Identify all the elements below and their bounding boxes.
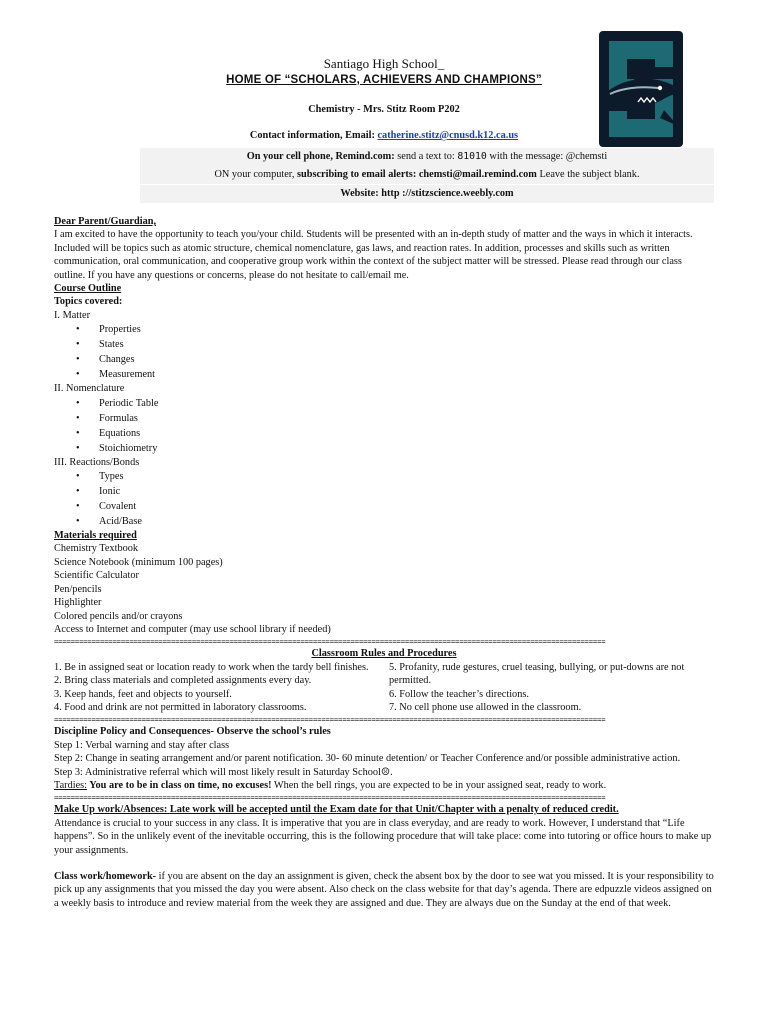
rule-item: 5. Profanity, rude gestures, cruel teasing, bullying, or put-downs are not permitted. <box>389 661 685 687</box>
rules-title: Classroom Rules and Procedures <box>311 648 457 660</box>
list-item: • Changes <box>76 354 135 366</box>
tardies-label: Tardies: <box>54 779 88 791</box>
list-item: • Properties <box>76 324 141 336</box>
makeup-title-b: Late work will be accepted until the Exam date for that Unit/Chapter with a penalty of reduced credit. <box>169 804 619 816</box>
material-item: Access to Internet and computer (may use school library if needed) <box>54 623 331 635</box>
makeup-title <box>54 803 714 816</box>
list-item: • Stoichiometry <box>76 442 158 454</box>
bullet-icon: • <box>76 501 80 513</box>
bullet-icon: • <box>76 369 80 381</box>
classwork-paragraph <box>54 870 714 910</box>
intro-paragraph: I am excited to have the opportunity to teach you/your child. Students will be presented with an in-depth study of matter and the ways in which it interacts. Included will be topics such as atomic structure, chemical nomenclature, gas laws, and reaction rates. In addition, processes and skills such as written communication, oral communication, and cooperative group work within the context of the subject matter will be stressed. Please read through our class outline. If you have any questions or concerns, please do not hesitate to call/email me. <box>54 229 693 281</box>
divider: ==================================================================================================================================== <box>54 637 606 647</box>
school-motto: HOME OF “SCHOLARS, ACHIEVERS AND CHAMPIONS” <box>226 74 542 86</box>
material-item: Science Notebook (minimum 100 pages) <box>54 556 223 568</box>
rules-left <box>54 661 379 715</box>
cell-label: On your cell phone, Remind.com: <box>246 151 395 162</box>
cell-text-a: send a text to: <box>394 151 458 162</box>
bullet-icon: • <box>76 486 80 498</box>
website-line: Website: http ://stitzscience.weebly.com <box>140 185 714 203</box>
contact-email-link[interactable]: catherine.stitz@cnusd.k12.ca.us <box>377 130 519 141</box>
discipline-title: Discipline Policy and Consequences- Observe the school’s rules <box>54 726 331 738</box>
bullet-icon: • <box>76 516 80 528</box>
spacer <box>54 857 714 870</box>
list-item: • Periodic Table <box>76 397 159 409</box>
list-item: • Equations <box>76 427 141 439</box>
material-item: Highlighter <box>54 597 102 609</box>
list-item: • Measurement <box>76 369 156 381</box>
rules-right <box>379 661 714 715</box>
remind-email: chemsti@mail.remind.com <box>416 169 537 180</box>
computer-text-b: Leave the subject blank. <box>536 169 640 180</box>
rule-item: 1. Be in assigned seat or location ready to work when the tardy bell finishes. <box>54 661 369 673</box>
divider: ==================================================================================================================================== <box>54 715 606 725</box>
section-heading: I. Matter <box>54 309 91 321</box>
contact-label: Contact information, Email: <box>249 130 378 141</box>
tardies-line <box>54 779 714 792</box>
list-item: • Formulas <box>76 412 138 424</box>
rule-item: 3. Keep hands, feet and objects to yourself. <box>54 688 232 700</box>
discipline-step: Step 2: Change in seating arrangement and/or parent notification. 30- 60 minute detention/ or Teacher Conference and/or possible administrative action. <box>54 753 681 765</box>
bullet-icon: • <box>76 354 80 366</box>
materials-title: Materials required <box>54 530 137 542</box>
list-item: • Ionic <box>76 486 121 498</box>
remind-computer-line <box>140 166 714 184</box>
rule-item: 7. No cell phone use allowed in the classroom. <box>389 701 582 713</box>
material-item: Scientific Calculator <box>54 570 139 582</box>
list-item: • Covalent <box>76 501 137 513</box>
computer-text-a: ON your computer, <box>214 169 297 180</box>
bullet-icon: • <box>76 427 80 439</box>
rule-item: 6. Follow the teacher’s directions. <box>389 688 529 700</box>
classwork-label: Class work/homework- <box>54 871 157 882</box>
discipline-step: Step 3: Administrative referral which will most likely result in Saturday School☹. <box>54 766 393 778</box>
section-heading: II. Nomenclature <box>54 383 125 395</box>
school-name: Santiago High School_ <box>323 56 445 71</box>
list-item: • States <box>76 339 124 351</box>
tardies-bold: You are to be in class on time, no excuses! <box>87 779 272 791</box>
salutation: Dear Parent/Guardian, <box>54 216 157 227</box>
material-item: Pen/pencils <box>54 583 102 595</box>
sharks-logo <box>598 30 684 148</box>
letter-body <box>54 215 714 910</box>
bullet-icon: • <box>76 412 80 424</box>
computer-label: subscribing to email alerts: <box>296 169 417 180</box>
rule-item: 4. Food and drink are not permitted in laboratory classrooms. <box>54 701 307 713</box>
bullet-icon: • <box>76 339 80 351</box>
attendance-paragraph: Attendance is crucial to your success in any class. It is imperative that you are in class everyday, and are ready to work. However, I understand that “Life happens”. So in the unlikely event of the inevitable occurring, this is the following procedure that will take place: come into tutoring or office hours to make up your assignments. <box>54 817 712 856</box>
list-item: • Acid/Base <box>76 516 142 528</box>
list-item: • Types <box>76 471 124 483</box>
section-heading: III. Reactions/Bonds <box>54 456 140 468</box>
course-title: Chemistry - Mrs. Stitz Room P202 <box>308 104 460 115</box>
bullet-icon: • <box>76 324 80 336</box>
bullet-icon: • <box>76 471 80 483</box>
material-item: Colored pencils and/or crayons <box>54 610 183 622</box>
rule-item: 2. Bring class materials and completed assignments every day. <box>54 675 312 687</box>
bullet-icon: • <box>76 397 80 409</box>
rules-columns <box>54 661 714 715</box>
bullet-icon: • <box>76 442 80 454</box>
cell-text-b: with the message: @chemsti <box>486 151 608 162</box>
remind-cell-line <box>140 148 714 166</box>
material-item: Chemistry Textbook <box>54 543 139 555</box>
makeup-title-a: Make Up work/Absences: <box>54 804 170 816</box>
discipline-step: Step 1: Verbal warning and stay after class <box>54 739 230 751</box>
divider: ==================================================================================================================================== <box>54 793 606 803</box>
tardies-text: When the bell rings, you are expected to be in your assigned seat, ready to work. <box>271 779 607 791</box>
cell-number: 81010 <box>457 151 487 162</box>
topics-label: Topics covered: <box>54 296 123 308</box>
course-outline-title: Course Outline <box>54 283 122 295</box>
classwork-text: if you are absent on the day an assignment is given, check the absent box by the door to see wat you missed. It is your responsibility to pick up any assignments that you missed the day you were absent. Also check on the class website for that day’s agenda. There are edpuzzle videos assigned on a weekly basis to introduce and review material from the week they are assigned and due. They are always due on the Sunday at the end of that week. <box>54 871 714 909</box>
